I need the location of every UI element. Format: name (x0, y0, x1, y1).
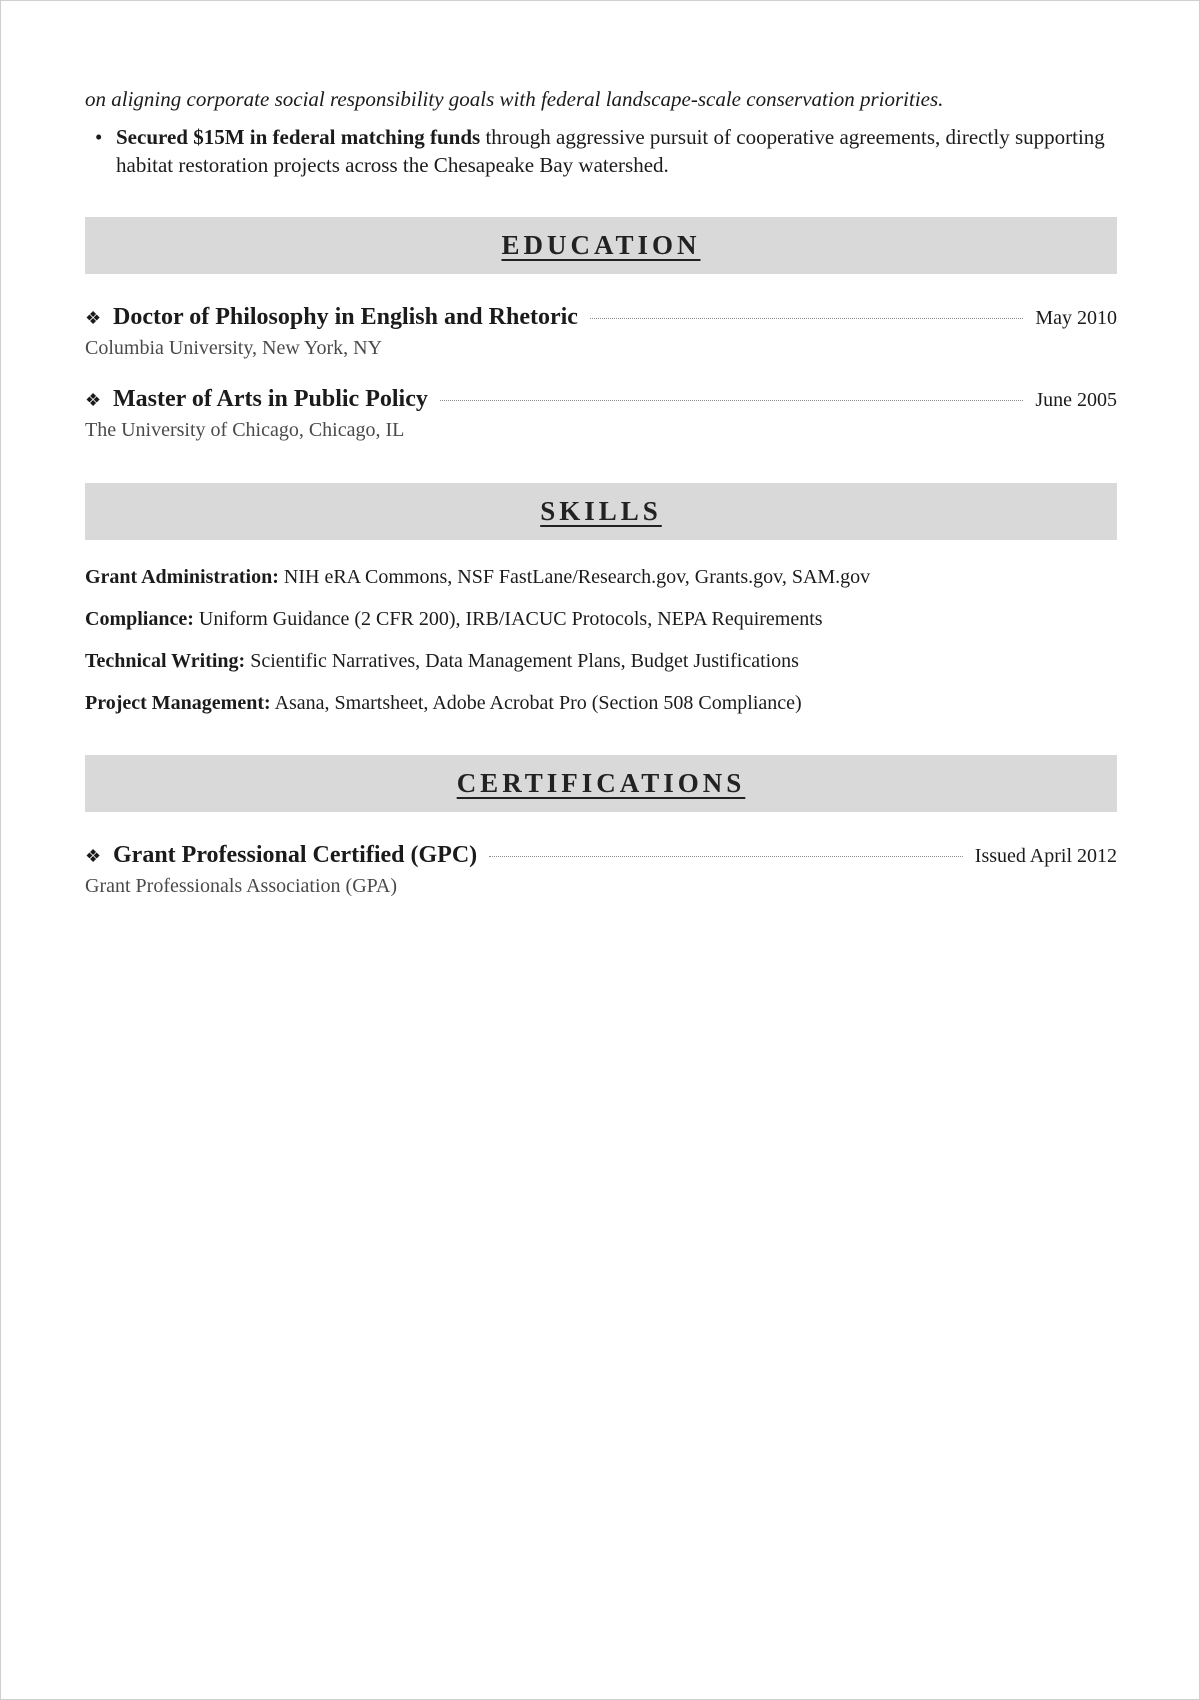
skill-row (85, 563, 1117, 591)
skill-row (85, 647, 1117, 675)
institution-name: The University of Chicago, Chicago, IL (85, 419, 405, 441)
degree-date: May 2010 (1035, 307, 1117, 329)
dotted-leader (590, 318, 1023, 319)
certifications-section-title: CERTIFICATIONS (456, 768, 746, 798)
dotted-leader (489, 856, 963, 857)
resume-content (85, 83, 1117, 901)
skill-value: NIH eRA Commons, NSF FastLane/Research.gov, Grants.gov, SAM.gov (278, 566, 871, 588)
skill-label: Project Management: (85, 692, 271, 714)
education-section-title: EDUCATION (501, 230, 701, 260)
dotted-leader (440, 400, 1023, 401)
degree-title: Master of Arts in Public Policy (113, 386, 428, 412)
skill-label: Compliance: (85, 608, 194, 630)
certification-issuer: Grant Professionals Association (GPA) (85, 875, 398, 897)
skill-label: Technical Writing: (85, 650, 246, 672)
skill-value: Scientific Narratives, Data Management Plans, Budget Justifications (245, 650, 799, 672)
certification-title: Grant Professional Certified (GPC) (113, 842, 478, 868)
skill-row (85, 605, 1117, 633)
bullet-lead-text: Secured $15M in federal matching funds (116, 125, 481, 149)
skill-value: Asana, Smartsheet, Adobe Acrobat Pro (Section 508 Compliance) (270, 692, 802, 714)
skill-value: Uniform Guidance (2 CFR 200), IRB/IACUC Protocols, NEPA Requirements (193, 608, 823, 630)
degree-title: Doctor of Philosophy in English and Rhetoric (113, 304, 578, 330)
education-entry (85, 383, 1117, 445)
degree-date: June 2005 (1035, 389, 1117, 411)
skills-section-title: SKILLS (540, 496, 662, 526)
diamond-icon: ❖ (85, 390, 102, 410)
education-entry-row (85, 301, 1117, 333)
education-section-header (85, 217, 1117, 274)
skill-label: Grant Administration: (85, 566, 279, 588)
bullet-icon: • (95, 125, 103, 149)
diamond-icon: ❖ (85, 308, 102, 328)
certification-entry (85, 839, 1117, 901)
experience-bullet-list (85, 123, 1117, 179)
certifications-section-header (85, 755, 1117, 812)
skill-row (85, 689, 1117, 717)
skills-section-header (85, 483, 1117, 540)
education-entry (85, 301, 1117, 363)
institution-name: Columbia University, New York, NY (85, 337, 383, 359)
skills-list (85, 563, 1117, 717)
certification-date: Issued April 2012 (974, 845, 1117, 867)
education-entry-row (85, 383, 1117, 415)
experience-continuation-text: on aligning corporate social responsibility goals with federal landscape-scale conservation priorities. (85, 87, 944, 111)
bullet-text: through aggressive pursuit of cooperative agreements, directly supporting habitat restoration projects across the Chesapeake Bay watershed. (116, 125, 1105, 177)
experience-bullet (85, 123, 1117, 179)
diamond-icon: ❖ (85, 846, 102, 866)
certification-entry-row (85, 839, 1117, 871)
